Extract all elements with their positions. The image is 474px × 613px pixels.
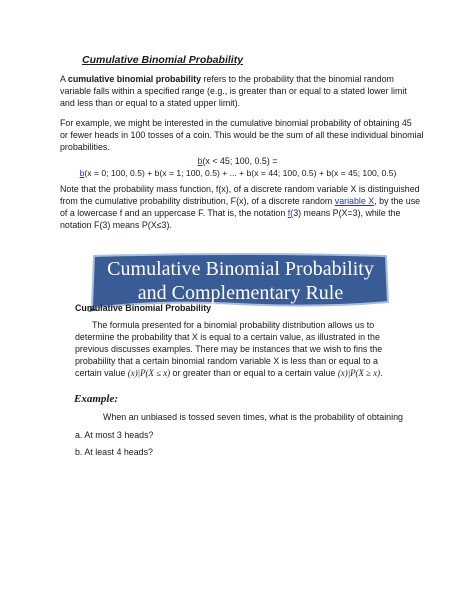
- section-subheading: Cumulative Binomial Probability: [75, 303, 212, 313]
- intro-lead: A: [60, 74, 68, 84]
- example-part-b: b. At least 4 heads?: [75, 447, 153, 457]
- formula-b-link: b: [197, 156, 203, 166]
- note-text-end: 3) means P(X=3), while the: [293, 208, 401, 218]
- formula-lhs: (x < 45; 100, 0.5) =: [202, 156, 278, 166]
- intro-line-1: [60, 74, 394, 85]
- example-part-a: a. At most 3 heads?: [75, 430, 154, 440]
- banner-line-2: and Complementary Rule: [137, 282, 344, 304]
- note-line-2: [60, 196, 420, 207]
- example-line-2: or fewer heads in 100 tosses of a coin. This would be the sum of all these individual binomial: [60, 130, 424, 140]
- note-line-1: Note that the probability mass function, f(x), of a discrete random variable X is distinguished: [60, 184, 420, 194]
- math-greater-equal: (x)|P(X ≥ x): [337, 368, 381, 378]
- page-title: Cumulative Binomial Probability: [82, 54, 244, 66]
- intro-line-2: variable falls within a specified range (e.g., is greater than or equal to a stated lower limit: [60, 86, 407, 96]
- note-line-4: notation F(3) means P(X≤3).: [60, 220, 172, 230]
- body-text-end: .: [380, 368, 383, 378]
- example-line-1: For example, we might be interested in the cumulative binomial probability of obtaining 45: [60, 118, 412, 128]
- intro-bold-term: cumulative binomial probability: [67, 74, 202, 84]
- note-text: of a lowercase f and an uppercase F. That is, the notation: [60, 208, 288, 218]
- math-less-equal: (x)|P(X ≤ x): [127, 368, 171, 378]
- body-line-3: previous discusses examples. There may be instances that we wish to fins the: [75, 344, 383, 354]
- formula-rhs: (x = 0; 100, 0.5) + b(x = 1; 100, 0.5) + ... + b(x = 44; 100, 0.5) + b(x = 45; 100, 0.5): [84, 168, 397, 178]
- formula-line-1: [60, 156, 415, 167]
- body-text-mid: or greater than or equal to a certain value: [170, 368, 338, 378]
- f-notation-link: f(: [287, 208, 294, 218]
- formula-line-2: [56, 168, 420, 179]
- body-text: certain value: [75, 368, 128, 378]
- note-text-end: , by the use: [374, 196, 421, 206]
- example-question: When an unbiased is tossed seven times, what is the probability of obtaining: [103, 412, 403, 422]
- note-line-3: [60, 208, 401, 219]
- example-line-3: probabilities.: [60, 142, 110, 152]
- example-heading: Example:: [74, 393, 118, 405]
- body-line-1: The formula presented for a binomial probability distribution allows us to: [92, 320, 375, 330]
- formula-b-link-2: b: [79, 168, 85, 178]
- body-line-5: [75, 368, 383, 379]
- intro-line-3: and less than or equal to a stated upper limit).: [60, 98, 241, 108]
- note-text: from the cumulative probability distribution, F(x), of a discrete random: [60, 196, 335, 206]
- banner-title: [88, 257, 393, 305]
- intro-rest: refers to the probability that the binomial random: [201, 74, 394, 84]
- variable-x-link: variable X: [334, 196, 375, 206]
- banner-line-1: Cumulative Binomial Probability: [107, 258, 374, 280]
- body-line-4: probability that a certain binomial random variable X is less than or equal to a: [75, 356, 378, 366]
- body-line-2: determine the probability that X is equal to a certain value, as illustrated in the: [75, 332, 380, 342]
